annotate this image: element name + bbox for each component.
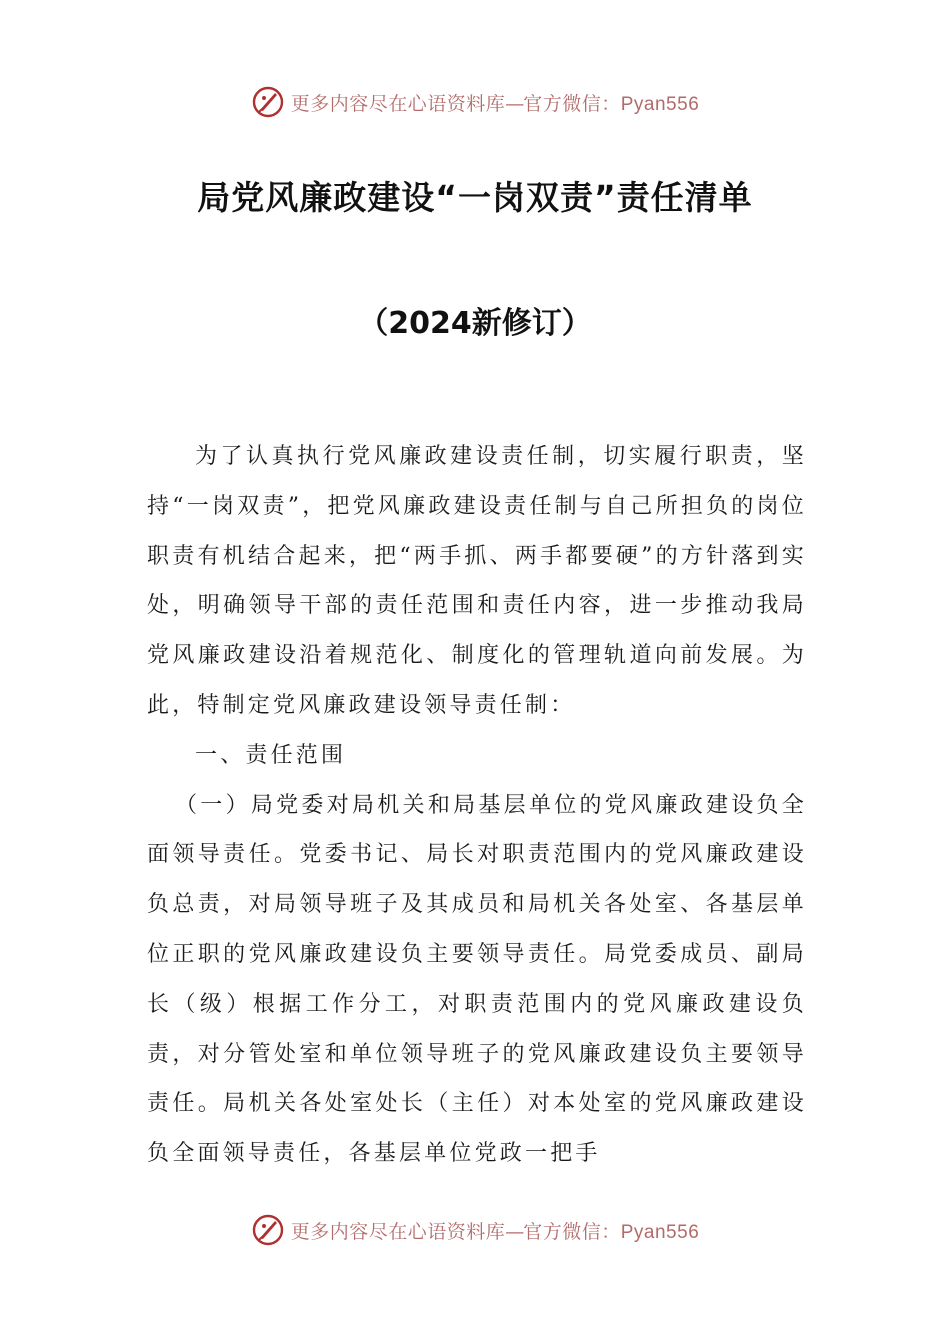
watermark-text: 更多内容尽在心语资料库—官方微信：Pyan556	[290, 1220, 700, 1243]
intro-paragraph: 为了认真执行党风廉政建设责任制，切实履行职责，坚持“一岗双责”，把党风廉政建设责任制与自己所担负的岗位职责有机结合起来，把“两手抓、两手都要硬”的方针落到实处，明确领导干部的责任范围和责任内容，进一步推动我局党风廉政建设沿着规范化、制度化的管理轨道向前发展。为此，特制定党风廉政建设领导责任制：	[147, 444, 807, 718]
quill-logo-icon	[251, 85, 285, 119]
section-paragraph: （一）局党委对局机关和局基层单位的党风廉政建设负全面领导责任。党委书记、局长对职责范围内的党风廉政建设负总责，对局领导班子及其成员和局机关各处室、各基层单位正职的党风廉政建设负主要领导责任。局党委成员、副局长（级）根据工作分工，对职责范围内的党风廉政建设负责，对分管处室和单位领导班子的党风廉政建设负主要领导责任。局机关各处室处长（主任）对本处室的党风廉政建设负全面领导责任，各基层单位党政一把手	[147, 792, 807, 1167]
document-body	[147, 432, 807, 1179]
quill-logo-icon	[251, 1213, 285, 1247]
watermark-banner-top	[0, 82, 950, 122]
section-heading: 一、责任范围	[195, 742, 347, 768]
watermark-banner-bottom	[0, 1210, 950, 1250]
watermark-text: 更多内容尽在心语资料库—官方微信：Pyan556	[290, 92, 700, 115]
document-title: 局党风廉政建设“一岗双责”责任清单	[197, 178, 753, 217]
document-subtitle: （2024新修订）	[358, 306, 592, 341]
